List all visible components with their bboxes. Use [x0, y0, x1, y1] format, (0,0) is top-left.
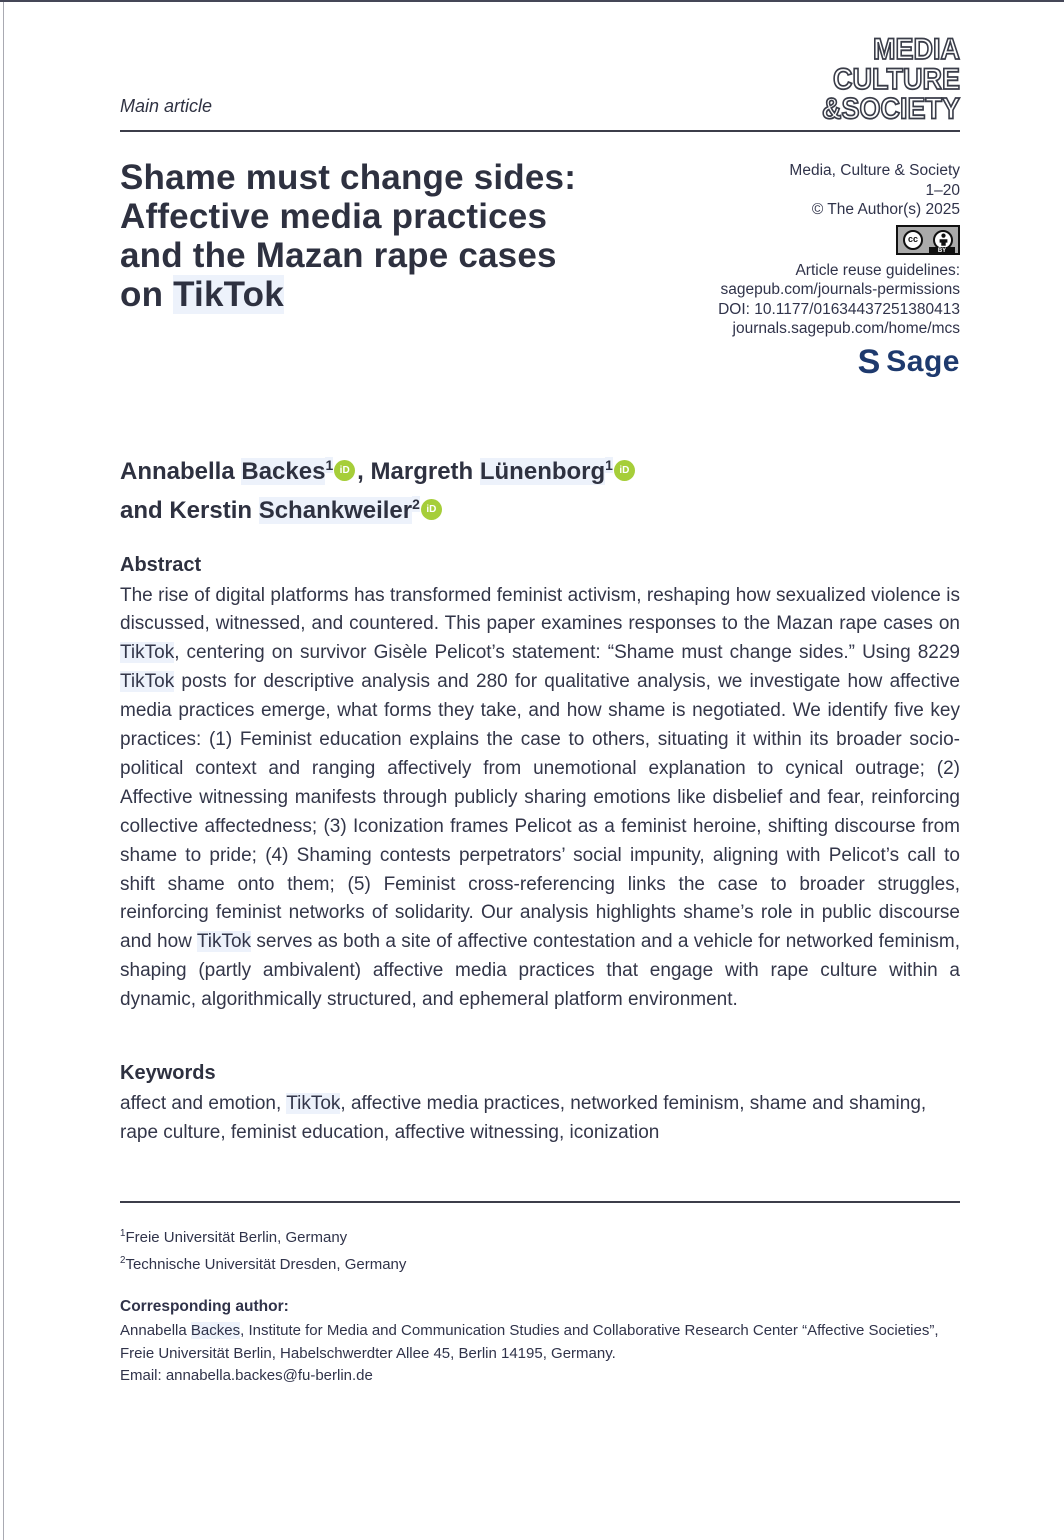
abstract-heading: Abstract	[120, 553, 202, 576]
orcid-icon[interactable]: iD	[614, 460, 635, 481]
affiliation-2: $^2$Technische Universität Dresden, Germany	[120, 1254, 407, 1273]
journal-home-link[interactable]: journals.sagepub.com/home/mcs	[732, 320, 960, 337]
journal-name: Media, Culture & Society	[789, 162, 960, 179]
email-label: Email:	[120, 1367, 166, 1385]
author-line: and Kerstin Schankweiler$^2$ iD	[120, 488, 960, 527]
orcid-icon[interactable]: iD	[334, 460, 355, 481]
journal-info-block	[718, 158, 960, 381]
title-line: and the Mazan rape cases	[120, 236, 557, 275]
affiliations	[120, 1222, 960, 1276]
corresponding-author-text: Annabella Backes, Institute for Media and Communication Studies and Collaborative Research Center “Affective Societies”, Freie Universität Berlin, Habelschwerdter Allee 45, Berlin 14195, Germany.	[120, 1322, 939, 1362]
corresponding-author-heading: Corresponding author:	[120, 1297, 289, 1315]
title-line: Affective media practices	[120, 197, 548, 236]
permissions-link[interactable]: sagepub.com/journals-permissions	[720, 281, 960, 298]
journal-logo-line: &SOCIETY	[821, 92, 960, 126]
page-range: 1–20	[925, 181, 960, 199]
title-line-last: on TikTok	[120, 275, 284, 314]
title-line: Shame must change sides:	[120, 158, 577, 197]
keywords-heading: Keywords	[120, 1062, 216, 1085]
journal-logo-line: CULTURE	[833, 62, 960, 96]
journal-logo-line: MEDIA	[873, 32, 960, 66]
affiliation-1: $^1$Freie Universität Berlin, Germany	[120, 1227, 348, 1246]
abstract-text: The rise of digital platforms has transformed feminist activism, reshaping how sexualized violence is discussed, witnessed, and countered. This paper examines responses to the Mazan rape cases on TikTok, centering on survivor Gisèle Pelicot’s statement: “Shame must change sides.” Using 8229 TikTok posts for descriptive analysis and 280 for qualitative analysis, we investigate how affective media practices emerge, what forms they take, and how shame is negotiated. We identify five key practices: (1) Feminist education explains the case to others, situating it within its broader socio-political context and ranging affectively from unemotional explanation to cynical outrage; (2) Affective witnessing manifests through publicly sharing emotions like disbelief and fear, reinforcing collective affectedness; (3) Iconization frames Pelicot as a feminist heroine, shifting discourse from shame to pride; (4) Shaming contests perpetrators’ social impunity, aligning with Pelicot’s call to shift shame onto them; (5) Feminist cross-referencing links the case to broader struggles, reinforcing feminist networks of solidarity. Our analysis highlights shame’s role in public discourse and how TikTok serves as both a site of affective contestation and a vehicle for networked feminism, shaping (partly ambivalent) affective media practices that engage with rape culture within a dynamic, algorithmically structured, and ephemeral platform environment.	[120, 584, 960, 1011]
reuse-guidelines-label: Article reuse guidelines:	[795, 261, 960, 279]
email-link[interactable]: annabella.backes@fu-berlin.de	[165, 1367, 373, 1385]
sage-logo	[718, 342, 960, 381]
footnote-divider	[120, 1201, 960, 1203]
article-type-label: Main article	[120, 96, 213, 116]
author-list	[120, 449, 960, 527]
corresponding-author-block	[120, 1296, 960, 1388]
keywords-text: affect and emotion, TikTok, affective media practices, networked feminism, shame and shaming, rape culture, feminist education, affective witnessing, iconization	[120, 1093, 927, 1143]
article-title	[120, 158, 695, 314]
orcid-icon[interactable]: iD	[421, 499, 442, 520]
cc-icon: cc	[903, 230, 923, 250]
copyright-line: © The Author(s) 2025	[811, 201, 960, 218]
cc-by-license-badge[interactable]	[896, 225, 960, 255]
doi-link[interactable]: DOI: 10.1177/01634437251380413	[718, 300, 960, 318]
sage-s-mark: S	[857, 342, 881, 381]
sage-wordmark: Sage	[886, 344, 960, 378]
person-glyph	[938, 233, 949, 246]
author-line: Annabella Backes$^1$ iD , Margreth Lünenborg$^1$ iD	[120, 449, 960, 488]
email-line	[120, 1365, 960, 1388]
header-divider	[120, 130, 960, 132]
by-label: BY	[929, 247, 955, 255]
